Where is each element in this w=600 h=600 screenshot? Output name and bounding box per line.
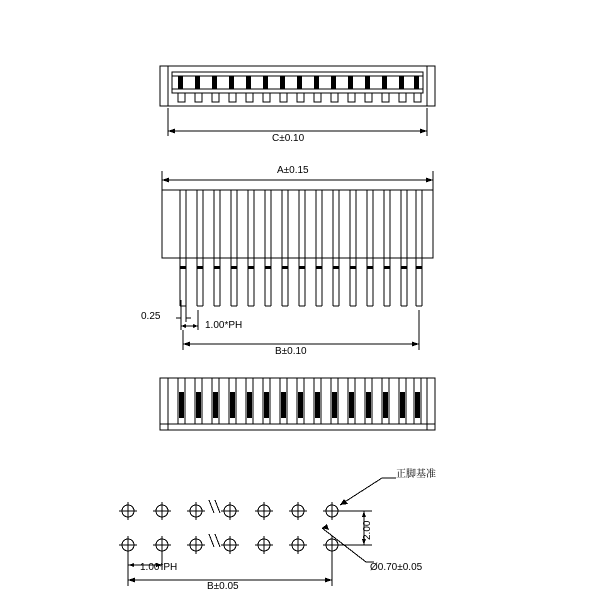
front-view-group — [162, 171, 433, 350]
dimension-label-hole-diameter: Ø0.70±0.05 — [370, 562, 423, 573]
dimension-label-200: 2.00 — [362, 520, 373, 540]
bottom-view-group — [160, 378, 435, 430]
note-label-reference-pin: 正脚基准 — [396, 469, 436, 480]
top-view-group — [160, 66, 435, 136]
dimension-label-025: 0.25 — [141, 311, 161, 322]
dimension-label-b-005: B±0.05 — [207, 581, 239, 592]
dimension-label-pitch-footprint: 1.00*PH — [140, 562, 178, 573]
dimension-label-b-010: B±0.10 — [275, 346, 307, 357]
dimension-label-c: C±0.10 — [272, 133, 305, 144]
dimension-label-pitch-front: 1.00*PH — [205, 320, 243, 331]
dimension-label-a: A±0.15 — [277, 165, 309, 176]
